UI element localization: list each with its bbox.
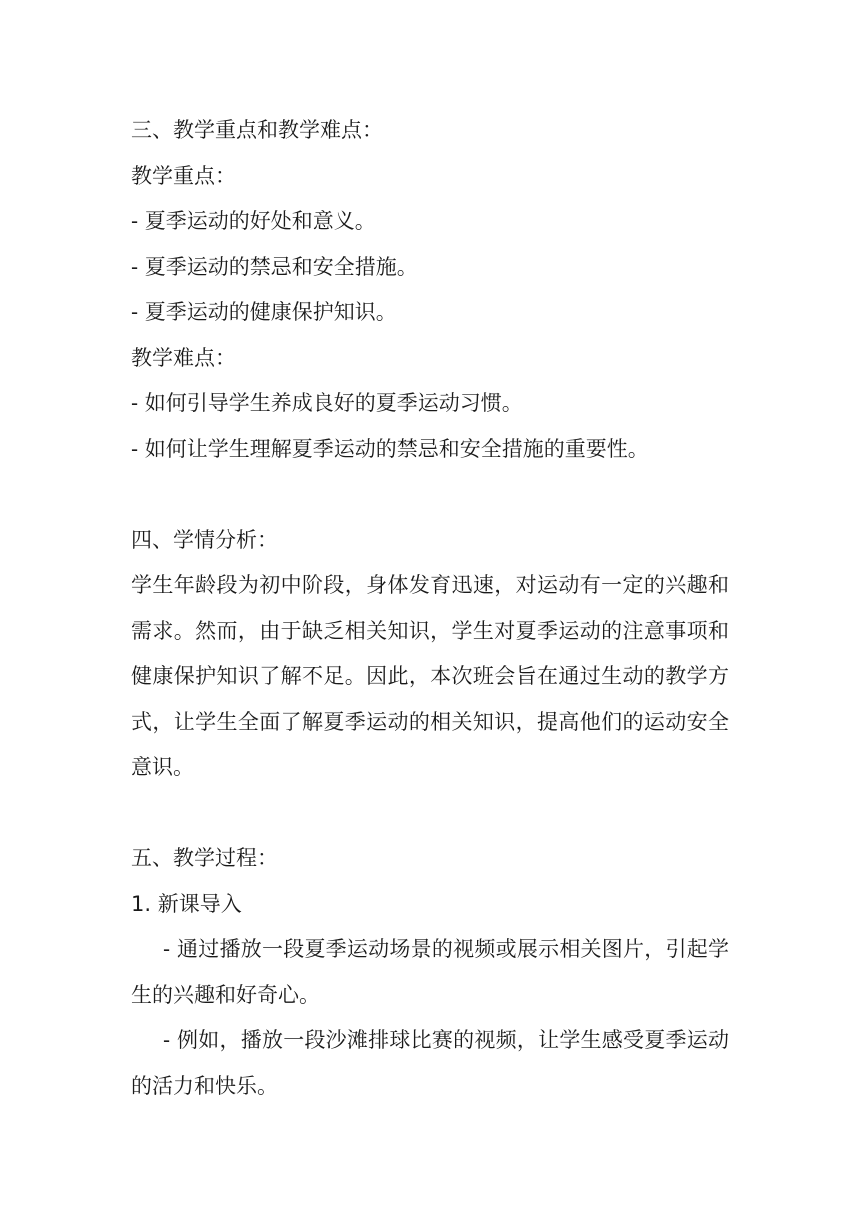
document-page [131,108,729,1109]
difficulties-label: 教学难点： [131,345,236,370]
key-points-label: 教学重点： [131,163,236,188]
step1-item: - 例如，播放一段沙滩排球比赛的视频，让学生感受夏季运动的活力和快乐。 [131,1028,729,1098]
blank-line [131,472,729,518]
step1-item: - 通过播放一段夏季运动场景的视频或展示相关图片，引起学生的兴趣和好奇心。 [131,937,729,1007]
difficulty-item: - 如何引导学生养成良好的夏季运动习惯。 [131,391,523,415]
difficulty-item: - 如何让学生理解夏季运动的禁忌和安全措施的重要性。 [131,436,649,461]
blank-line [131,791,729,837]
key-point-item: - 夏季运动的健康保护知识。 [131,300,397,324]
section4-paragraph: 学生年龄段为初中阶段，身体发育迅速，对运动有一定的兴趣和需求。然而，由于缺乏相关知识，学生对夏季运动的注意事项和健康保护知识了解不足。因此，本次班会旨在通过生动的教学方式，让学生全面了解夏季运动的相关知识，提高他们的运动安全意识。 [131,573,729,779]
step1-number: 1. [131,891,152,916]
step1-heading [131,882,729,928]
step1-title: 新课导入 [157,891,242,916]
key-point-item: - 夏季运动的禁忌和安全措施。 [131,254,418,279]
key-point-item: - 夏季运动的好处和意义。 [131,209,376,233]
section3-heading: 三、教学重点和教学难点： [131,118,383,142]
section4-heading: 四、学情分析： [131,527,278,552]
section5-heading: 五、教学过程： [131,846,278,870]
